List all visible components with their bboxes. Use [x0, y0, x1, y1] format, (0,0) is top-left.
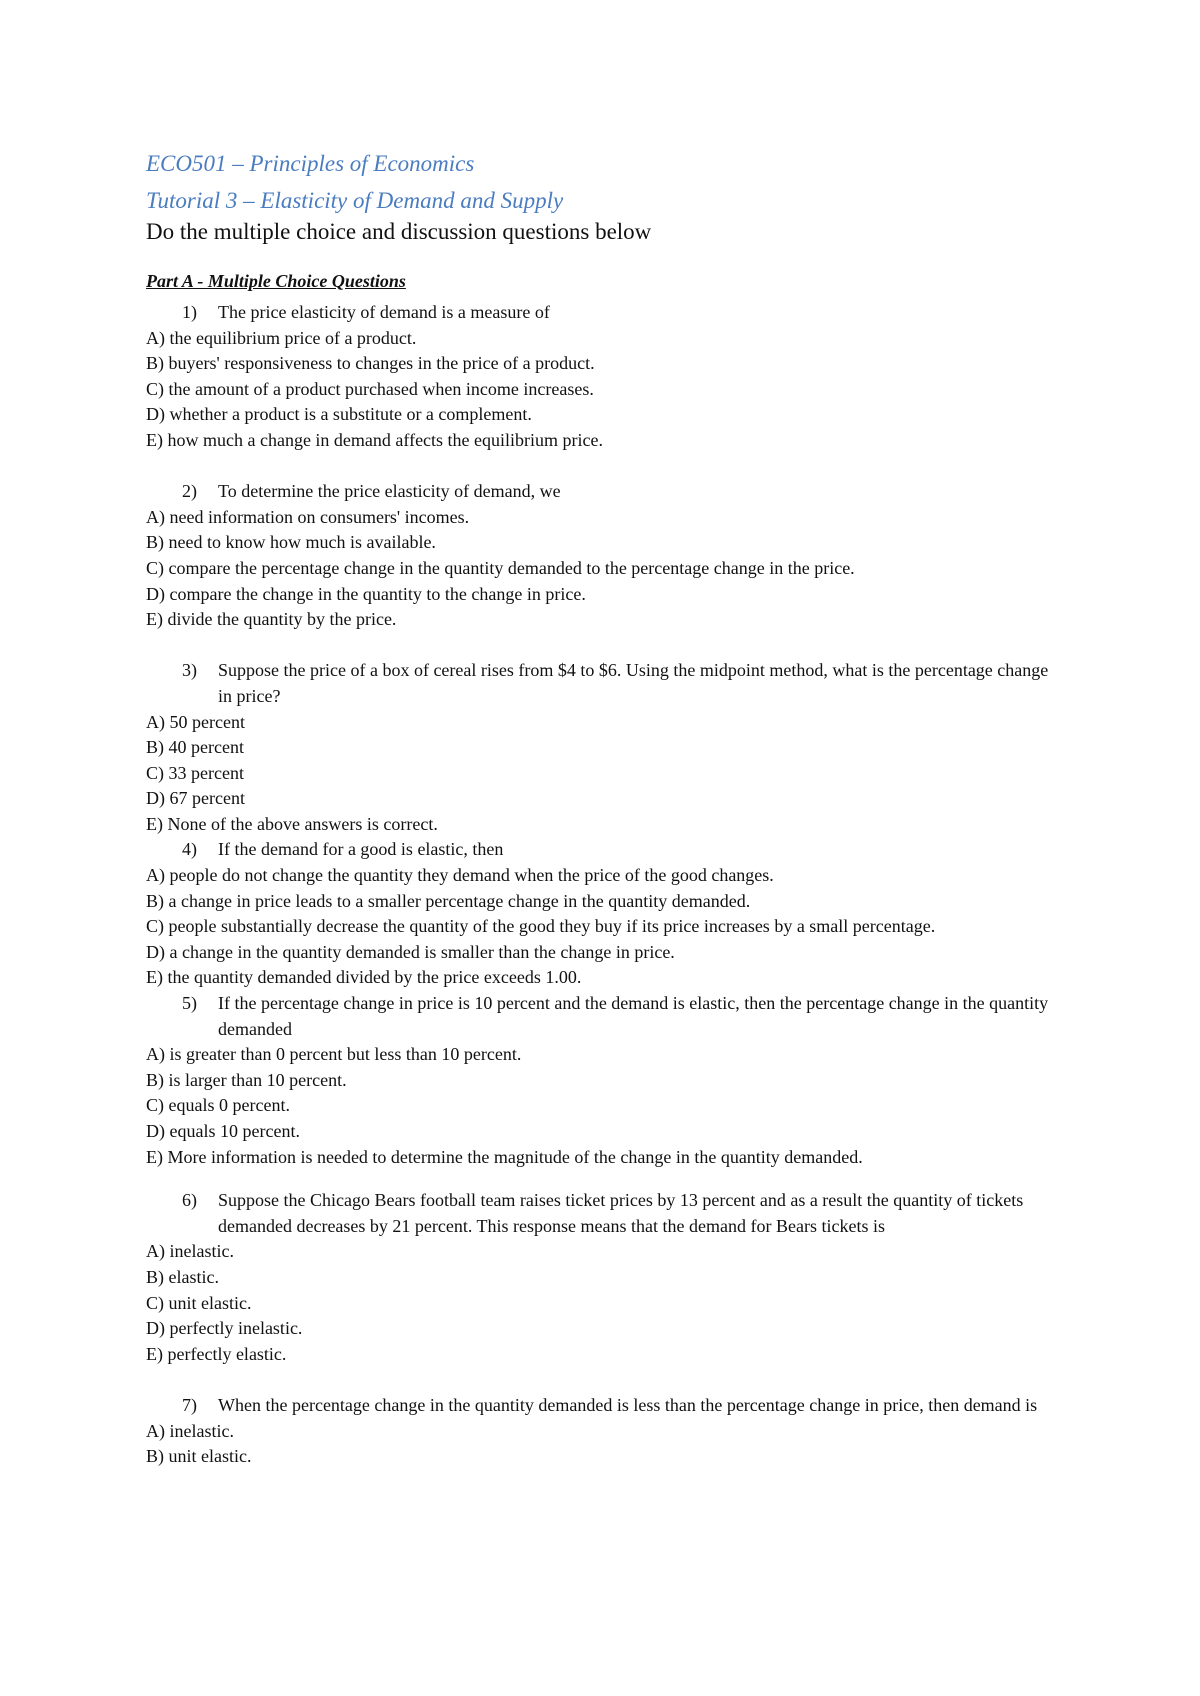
question-number: 3) — [182, 660, 197, 681]
question-2 — [146, 479, 1066, 633]
answer-option: C) compare the percentage change in the quantity demanded to the percentage change in the price. — [146, 557, 855, 578]
question-stem — [146, 1393, 1066, 1419]
answer-option: D) equals 10 percent. — [146, 1121, 300, 1141]
question-5 — [146, 991, 1066, 1170]
question-text: The price elasticity of demand is a measure of — [218, 302, 550, 322]
answer-option: E) None of the above answers is correct. — [146, 813, 438, 834]
answer-option: D) a change in the quantity demanded is smaller than the change in price. — [146, 941, 675, 962]
question-number: 1) — [182, 302, 197, 322]
question-number: 6) — [182, 1190, 197, 1211]
answer-option: E) divide the quantity by the price. — [146, 609, 397, 630]
question-text: Suppose the price of a box of cereal rises from $4 to $6. Using the midpoint method, what is the percentage change in price? — [218, 660, 1049, 706]
question-list — [146, 300, 1066, 1470]
tutorial-title: Tutorial 3 – Elasticity of Demand and Supply — [146, 188, 564, 213]
answer-option: B) buyers' responsiveness to changes in the price of a product. — [146, 353, 595, 374]
answer-option: C) equals 0 percent. — [146, 1095, 290, 1116]
answer-option: B) a change in price leads to a smaller percentage change in the quantity demanded. — [146, 890, 751, 911]
question-number: 4) — [182, 839, 197, 860]
answer-option: C) unit elastic. — [146, 1292, 252, 1313]
question-text: Suppose the Chicago Bears football team raises ticket prices by 13 percent and as a result the quantity of tickets demanded decreases by 21 percent. This response means that the demand for Bears tickets is — [218, 1190, 1024, 1236]
answer-option: E) perfectly elastic. — [146, 1343, 287, 1364]
question-text: If the demand for a good is elastic, then — [218, 839, 504, 860]
answer-option: A) the equilibrium price of a product. — [146, 327, 417, 348]
answer-option: C) 33 percent — [146, 762, 244, 783]
question-number: 7) — [182, 1394, 197, 1415]
answer-option: D) 67 percent — [146, 788, 245, 809]
course-title: ECO501 – Principles of Economics — [146, 151, 475, 176]
answer-option: A) inelastic. — [146, 1420, 234, 1441]
question-stem — [146, 991, 1066, 1042]
answer-option: B) need to know how much is available. — [146, 532, 436, 553]
question-text: To determine the price elasticity of demand, we — [218, 481, 561, 502]
question-4 — [146, 837, 1066, 991]
answer-option: D) compare the change in the quantity to the change in price. — [146, 583, 586, 604]
answer-option: E) how much a change in demand affects the equilibrium price. — [146, 429, 604, 450]
answer-option: D) whether a product is a substitute or a complement. — [146, 404, 532, 425]
question-3 — [146, 658, 1066, 837]
question-text: When the percentage change in the quantity demanded is less than the percentage change in price, then demand is — [218, 1394, 1038, 1415]
answer-option: A) inelastic. — [146, 1241, 234, 1262]
question-stem — [146, 300, 1066, 326]
answer-option: A) is greater than 0 percent but less than 10 percent. — [146, 1044, 522, 1065]
question-text: If the percentage change in price is 10 percent and the demand is elastic, then the percentage change in the quantity demanded — [218, 993, 1049, 1039]
answer-option: E) More information is needed to determine the magnitude of the change in the quantity demanded. — [146, 1146, 863, 1167]
answer-option: C) people substantially decrease the quantity of the good they buy if its price increases by a small percentage. — [146, 916, 936, 937]
answer-option: D) perfectly inelastic. — [146, 1318, 303, 1339]
question-number: 2) — [182, 481, 197, 502]
question-stem — [146, 1188, 1066, 1239]
question-number: 5) — [182, 993, 197, 1014]
answer-option: C) the amount of a product purchased when income increases. — [146, 378, 594, 399]
part-a-heading: Part A - Multiple Choice Questions — [146, 271, 406, 291]
question-1 — [146, 300, 1066, 454]
question-7 — [146, 1393, 1066, 1470]
instruction-text: Do the multiple choice and discussion questions below — [146, 219, 652, 244]
answer-option: A) need information on consumers' incomes. — [146, 506, 470, 527]
answer-option: B) unit elastic. — [146, 1446, 252, 1467]
answer-option: A) people do not change the quantity they demand when the price of the good changes. — [146, 865, 774, 886]
question-stem — [146, 479, 1066, 505]
answer-option: B) 40 percent — [146, 737, 244, 758]
question-6 — [146, 1188, 1066, 1367]
answer-option: A) 50 percent — [146, 711, 245, 732]
answer-option: B) is larger than 10 percent. — [146, 1069, 347, 1090]
question-stem — [146, 658, 1066, 709]
answer-option: E) the quantity demanded divided by the price exceeds 1.00. — [146, 967, 582, 988]
question-stem — [146, 837, 1066, 863]
answer-option: B) elastic. — [146, 1266, 219, 1287]
